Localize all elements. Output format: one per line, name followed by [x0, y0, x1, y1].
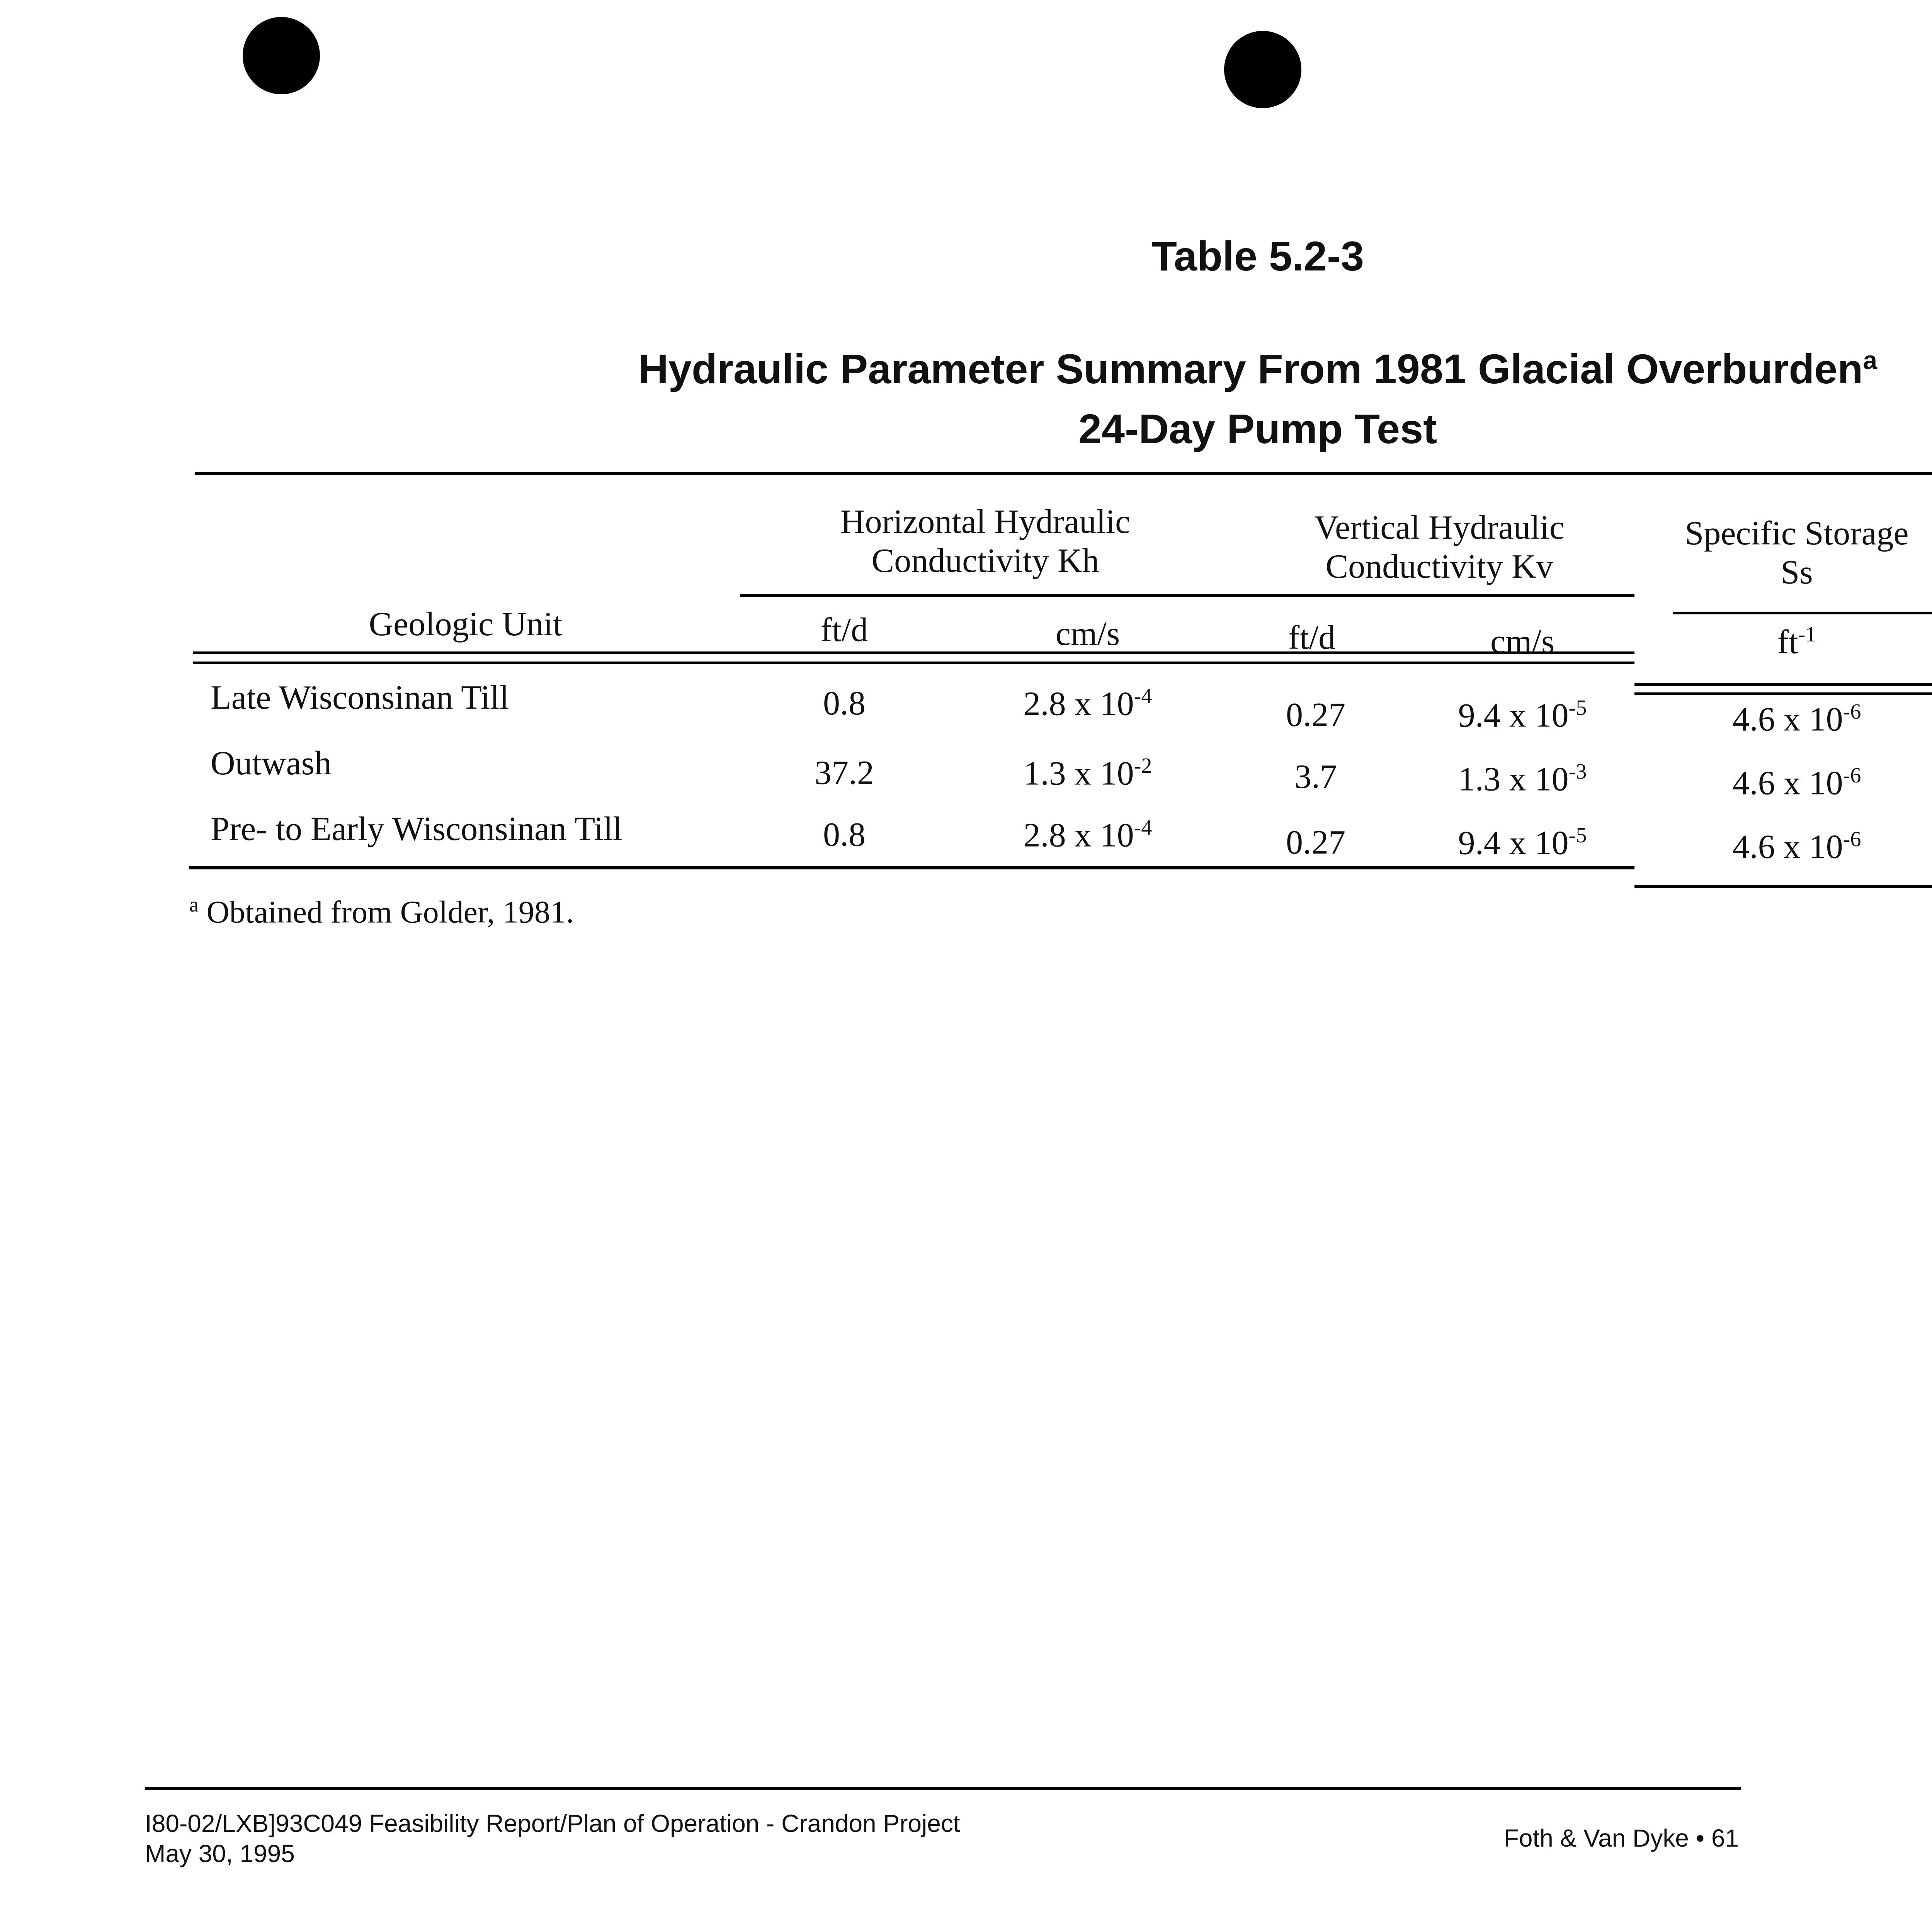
header-ss-unit — [1739, 622, 1855, 662]
row-1-ss — [1696, 763, 1897, 803]
header-storage-line1: Specific Storage — [1685, 515, 1909, 552]
header-specific-storage — [1604, 514, 1932, 592]
row-1-kh-cms — [991, 753, 1184, 793]
row-0-ss-exp: -6 — [1843, 700, 1861, 724]
row-2-ss-exp: -6 — [1843, 827, 1861, 851]
footer-left — [145, 1808, 960, 1869]
footer-date: May 30, 1995 — [145, 1840, 295, 1867]
row-0-kv-cms-exp: -5 — [1568, 696, 1587, 720]
row-0-kh-cms — [991, 684, 1184, 724]
row-1-geologic-unit: Outwash — [211, 745, 332, 782]
row-1-kh-cms-exp: -2 — [1134, 754, 1152, 778]
row-2-kv-ftd: 0.27 — [1286, 824, 1345, 861]
header-ss-unit-exp: -1 — [1798, 622, 1816, 646]
row-0-kv-cms-base: 9.4 x 10 — [1458, 697, 1569, 735]
ss-sy-group-rule — [1673, 612, 1932, 614]
row-0-kh-cms-exp: -4 — [1134, 684, 1152, 708]
header-vertical-line1: Vertical Hydraulic — [1314, 509, 1565, 546]
footer-rule — [145, 1787, 1741, 1790]
row-1-kv-cms — [1426, 759, 1619, 799]
punch-hole-center — [1224, 31, 1301, 108]
header-double-rule-a — [193, 651, 1634, 654]
table-title-line1 — [0, 330, 1932, 399]
row-1-ss-base: 4.6 x 10 — [1732, 764, 1843, 802]
row-2-kv-cms — [1426, 823, 1619, 863]
footnote-marker: a — [189, 893, 199, 916]
table-bottom-rule-right — [1634, 885, 1932, 888]
title-footnote-marker: a — [1863, 346, 1878, 374]
row-0-geologic-unit: Late Wisconsinan Till — [211, 679, 509, 716]
row-0-ss-base: 4.6 x 10 — [1732, 701, 1843, 738]
punch-hole-left — [243, 17, 320, 94]
table-footnote — [189, 893, 574, 930]
table-bottom-rule — [189, 866, 1634, 869]
row-0-kh-ftd: 0.8 — [823, 685, 866, 722]
title-line1-text: Hydraulic Parameter Summary From 1981 Glacial Overburden — [638, 345, 1863, 392]
row-2-ss-base: 4.6 x 10 — [1732, 828, 1843, 866]
header-geologic-unit: Geologic Unit — [369, 605, 563, 643]
row-0-kh-cms-base: 2.8 x 10 — [1023, 685, 1134, 723]
header-horizontal-conductivity — [734, 502, 1236, 580]
footer-doc-id: I80-02/LXB]93C049 Feasibility Report/Plan of Operation - Crandon Project — [145, 1810, 960, 1837]
header-horizontal-line1: Horizontal Hydraulic — [840, 503, 1131, 541]
row-1-kh-cms-base: 1.3 x 10 — [1023, 755, 1134, 793]
header-vertical-line2: Conductivity Kv — [1325, 548, 1553, 586]
row-2-kh-ftd: 0.8 — [823, 816, 866, 854]
header-double-rule-c — [1634, 683, 1932, 686]
row-2-ss — [1696, 827, 1897, 867]
header-storage-line2: Ss — [1781, 554, 1813, 592]
row-2-geologic-unit: Pre- to Early Wisconsinan Till — [211, 810, 622, 848]
header-double-rule-d — [1634, 692, 1932, 695]
header-kv-cms: cm/s — [1490, 623, 1555, 660]
row-2-kh-cms-base: 2.8 x 10 — [1023, 816, 1134, 854]
header-kh-cms: cm/s — [1055, 615, 1120, 653]
row-0-kv-cms — [1426, 696, 1619, 735]
table-title — [0, 330, 1932, 459]
table-number: Table 5.2-3 — [1151, 233, 1364, 279]
header-horizontal-line2: Conductivity Kh — [871, 542, 1099, 580]
header-kh-ftd: ft/d — [820, 611, 868, 649]
footnote-text: Obtained from Golder, 1981. — [206, 894, 574, 930]
row-1-kv-cms-base: 1.3 x 10 — [1458, 760, 1569, 798]
header-kv-ftd: ft/d — [1288, 619, 1336, 656]
row-2-kh-cms — [991, 815, 1184, 855]
row-2-kh-cms-exp: -4 — [1134, 816, 1152, 840]
row-1-kv-ftd: 3.7 — [1294, 758, 1337, 796]
row-1-ss-exp: -6 — [1843, 764, 1861, 787]
header-double-rule-b — [193, 662, 1634, 664]
row-0-kv-ftd: 0.27 — [1286, 696, 1345, 734]
row-2-kv-cms-base: 9.4 x 10 — [1458, 824, 1569, 862]
row-2-kv-cms-exp: -5 — [1568, 823, 1587, 847]
kh-kv-group-rule — [740, 594, 1634, 597]
footer-company-page: Foth & Van Dyke • 61 — [1503, 1824, 1739, 1852]
table-top-rule — [195, 472, 1932, 475]
row-1-kv-cms-exp: -3 — [1568, 760, 1587, 784]
header-ss-unit-base: ft — [1777, 623, 1798, 661]
row-0-ss — [1696, 699, 1897, 739]
table-title-line2: 24-Day Pump Test — [1078, 405, 1437, 452]
row-1-kh-ftd: 37.2 — [815, 754, 874, 792]
